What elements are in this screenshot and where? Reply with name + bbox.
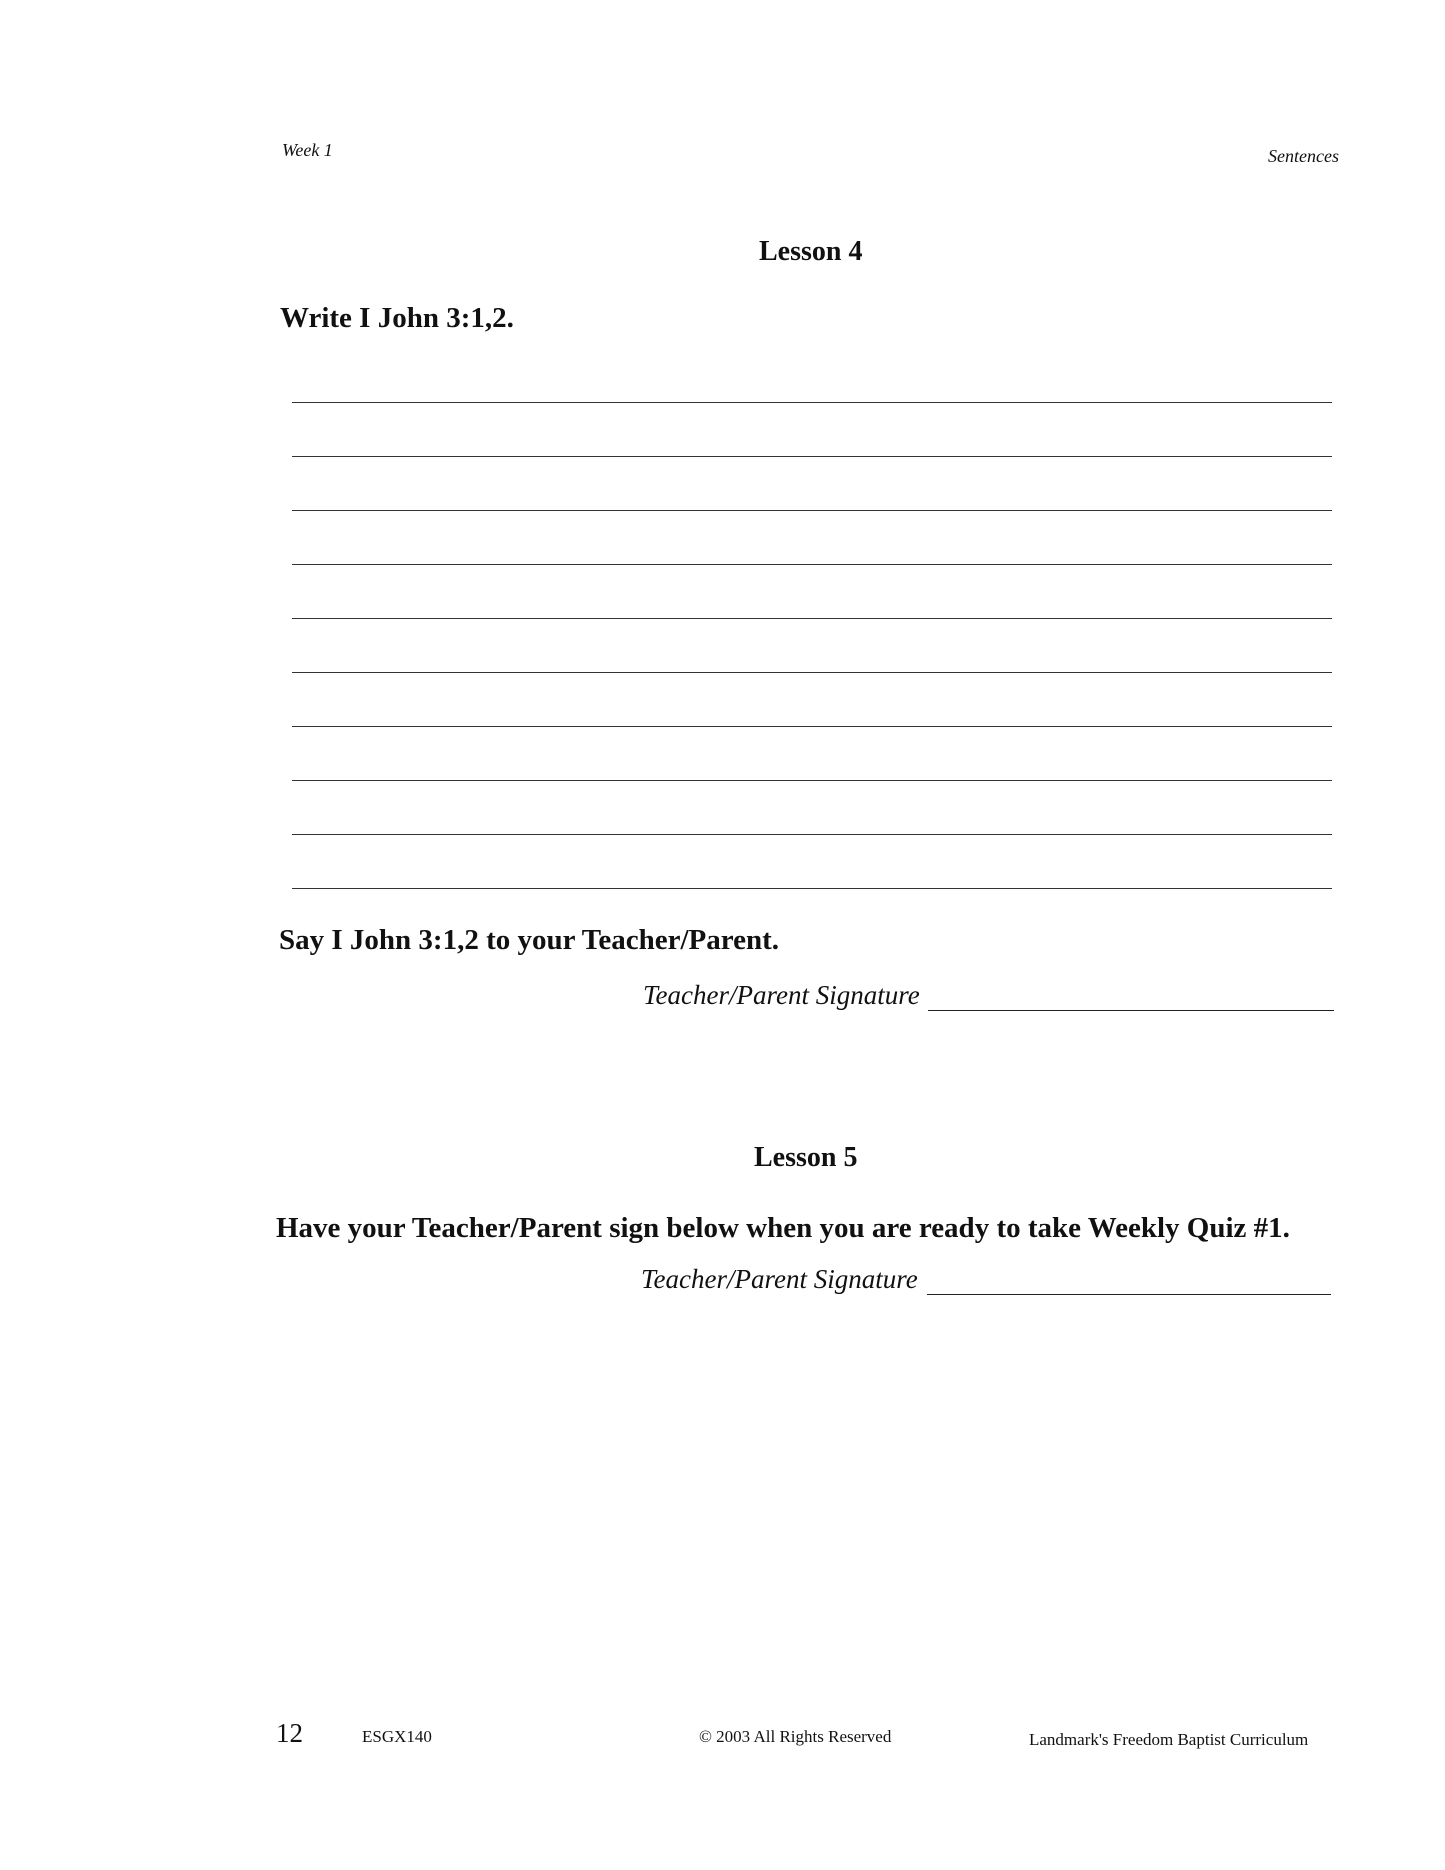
lesson-5-signature-line[interactable] (927, 1294, 1331, 1295)
writing-line[interactable] (292, 510, 1332, 511)
writing-line[interactable] (292, 780, 1332, 781)
writing-line[interactable] (292, 888, 1332, 889)
week-header: Week 1 (282, 140, 333, 160)
lesson-5-instruction: Have your Teacher/Parent sign below when you are ready to take Weekly Quiz #1. (276, 1212, 1290, 1244)
lesson-4-title: Lesson 4 (759, 236, 863, 267)
subject-header: Sentences (1268, 146, 1339, 166)
writing-line[interactable] (292, 402, 1332, 403)
page-number: 12 (276, 1718, 303, 1748)
lesson-4-instruction: Write I John 3:1,2. (280, 302, 514, 334)
lesson-5-title: Lesson 5 (754, 1142, 858, 1173)
course-code: ESGX140 (362, 1727, 432, 1746)
writing-line[interactable] (292, 564, 1332, 565)
copyright-notice: © 2003 All Rights Reserved (699, 1727, 892, 1746)
writing-line[interactable] (292, 834, 1332, 835)
writing-line[interactable] (292, 618, 1332, 619)
writing-line[interactable] (292, 672, 1332, 673)
say-verse-instruction: Say I John 3:1,2 to your Teacher/Parent. (279, 924, 780, 956)
writing-line[interactable] (292, 456, 1332, 457)
lesson-4-signature-line[interactable] (928, 1010, 1334, 1011)
publisher-name: Landmark's Freedom Baptist Curriculum (1029, 1730, 1309, 1749)
lesson-4-signature-label: Teacher/Parent Signature (643, 980, 920, 1010)
writing-line[interactable] (292, 726, 1332, 727)
lesson-5-signature-label: Teacher/Parent Signature (641, 1264, 918, 1294)
